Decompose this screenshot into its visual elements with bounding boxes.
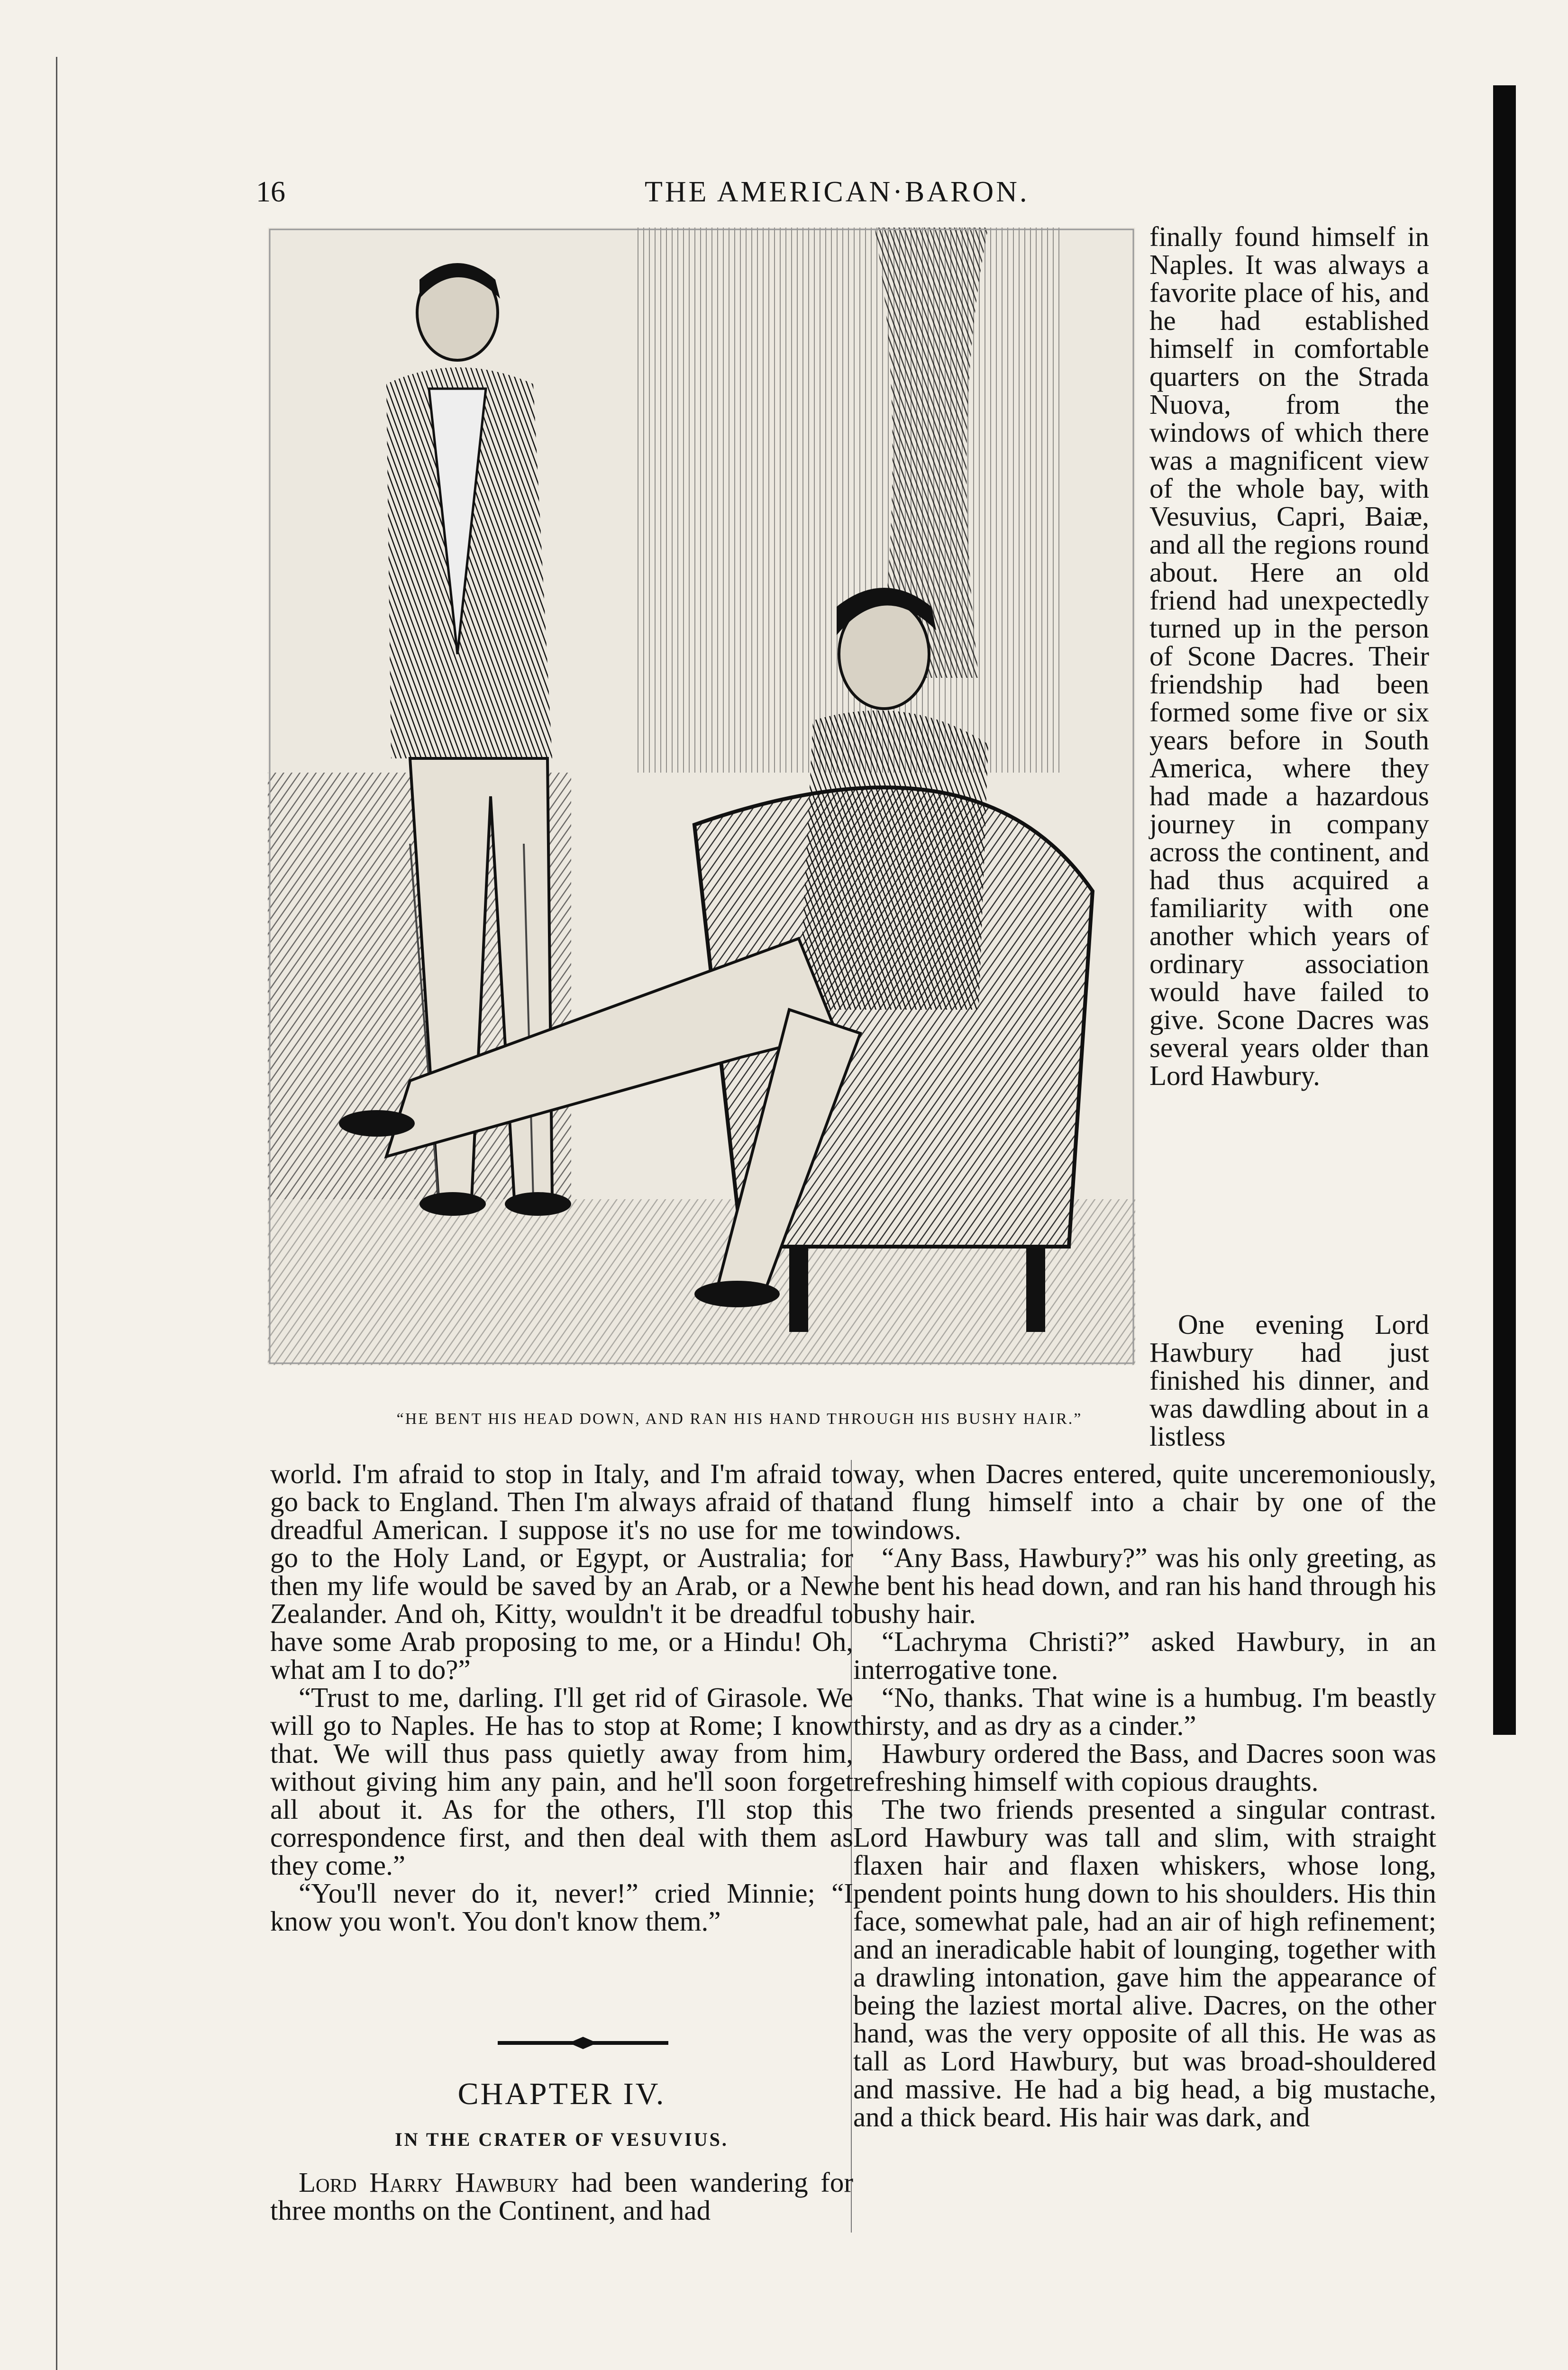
side-paragraph-1: finally found himself in Naples. It was always a favorite place of his, and he had established himself in comfortable quarters on the Strada Nuova, from the windows of which there was a magnificent view of the whole bay, with Vesuvius, Capri, Baiæ, and all the regions round about. Here an old friend had unexpectedly turned up in the person of Scone Dacres. Their friendship had been formed some five or six years before in South America, where they had made a hazardous journey in company across the continent, and had thus acquired a familiarity with one another which years of ordinary association would have failed to give. Scone Dacres was several years older than Lord Hawbury. bbox=[1149, 221, 1429, 1091]
right-paragraph-3: “Lachryma Christi?” asked Hawbury, in an interrogative tone. bbox=[853, 1626, 1436, 1685]
engraving-drawing bbox=[268, 228, 1135, 1365]
left-column-text bbox=[270, 1460, 853, 1935]
engraving-illustration bbox=[268, 228, 1135, 1365]
right-paragraph-5: Hawbury ordered the Bass, and Dacres soon was refreshing himself with copious draughts. bbox=[853, 1738, 1436, 1797]
left-paragraph-2: “Trust to me, darling. I'll get rid of Girasole. We will go to Naples. He has to stop at Rome; I know that. We will thus pass quietly away from him, without giving him any pain, and he'll soon forget all about it. As for the others, I'll stop this correspondence first, and then deal with them as they come.” bbox=[270, 1682, 853, 1881]
right-paragraph-4: “No, thanks. That wine is a humbug. I'm beastly thirsty, and as dry as a cinder.” bbox=[853, 1682, 1436, 1741]
chapter-opening-name: Lord Harry Hawbury bbox=[299, 2167, 559, 2198]
right-column-text bbox=[853, 1460, 1436, 2131]
left-paragraph-1: world. I'm afraid to stop in Italy, and I'm afraid to go back to England. Then I'm always afraid of that dreadful American. I suppose it's no use for me to go to the Holy Land, or Egypt, or Australia; for then my life would be saved by an Arab, or a New Zealander. And oh, Kitty, wouldn't it be dreadful to have some Arab proposing to me, or a Hindu! Oh, what am I to do?” bbox=[270, 1458, 853, 1685]
chapter-subtitle: IN THE CRATER OF VESUVIUS. bbox=[395, 2129, 729, 2150]
chapter-opening-text: had been wandering for three months on the Continent, and had bbox=[270, 2167, 853, 2226]
side-column-text bbox=[1149, 223, 1429, 1090]
right-paragraph-2: “Any Bass, Hawbury?” was his only greeting, as he bent his head down, and ran his hand through his bushy hair. bbox=[853, 1542, 1436, 1629]
page-number: 16 bbox=[256, 176, 285, 208]
section-ornament bbox=[498, 2036, 668, 2050]
left-paragraph-3: “You'll never do it, never!” cried Minnie; “I know you won't. You don't know them.” bbox=[270, 1878, 853, 1937]
running-title: THE AMERICAN·BARON. bbox=[645, 176, 1030, 208]
right-paragraph-1: way, when Dacres entered, quite unceremoniously, and flung himself into a chair by one of the windows. bbox=[853, 1458, 1436, 1545]
side-paragraph-2: One evening Lord Hawbury had just finished his dinner, and was dawdling about in a listless bbox=[1149, 1309, 1429, 1452]
chapter-heading: CHAPTER IV. bbox=[457, 2077, 666, 2111]
scan-edge-left bbox=[56, 57, 57, 2370]
illustration-caption: “HE BENT HIS HEAD DOWN, AND RAN HIS HAND THROUGH HIS BUSHY HAIR.” bbox=[396, 1410, 1083, 1428]
page-header bbox=[256, 166, 1460, 223]
chapter-opening bbox=[270, 2169, 853, 2224]
side-column-text-2 bbox=[1149, 1311, 1429, 1450]
right-paragraph-6: The two friends presented a singular contrast. Lord Hawbury was tall and slim, with straight flaxen hair and flaxen whiskers, whose long, pendent points hung down to his shoulders. His thin face, somewhat pale, had an air of high refinement; and an ineradicable habit of lounging, together with a drawling intonation, gave him the appearance of being the laziest mortal alive. Dacres, on the other hand, was the very opposite of all this. He was as tall as Lord Hawbury, but was broad-shouldered and massive. He had a big head, a big mustache, and a thick beard. His hair was dark, and bbox=[853, 1794, 1436, 2133]
scan-edge-right bbox=[1493, 85, 1516, 1735]
